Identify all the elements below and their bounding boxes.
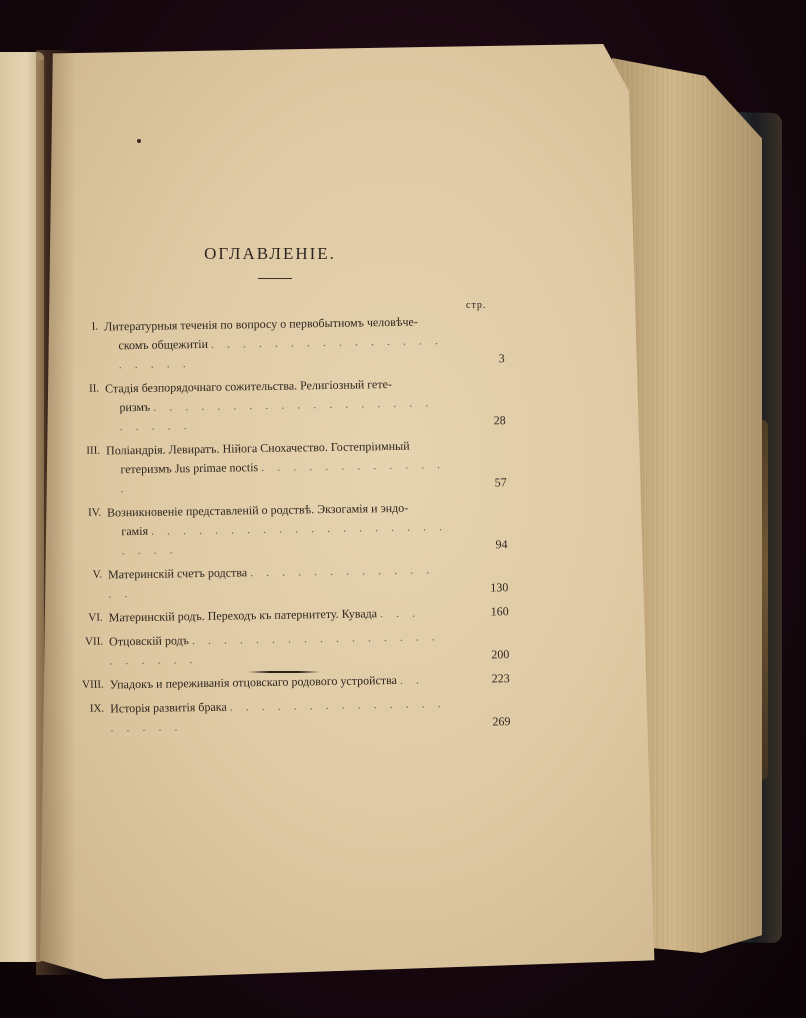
chapter-title-line1: Материнскій счетъ родства — [107, 565, 248, 582]
chapter-title — [104, 312, 445, 374]
chapter-page: 223 — [491, 671, 510, 686]
chapter-page: 130 — [490, 580, 509, 595]
toc-entry — [78, 693, 511, 738]
toc-entry — [72, 311, 505, 375]
chapter-title — [108, 560, 449, 603]
chapter-title-line2: гетеризмъ Jus primae noctis — [120, 460, 259, 477]
chapter-number: VIII. — [81, 678, 104, 691]
dot-leader: . . . . . . . . . . . . . . . . . . . . . . . — [121, 519, 448, 558]
toc-entry — [77, 602, 509, 628]
chapter-title-line1: Исторія развитія брака — [110, 699, 227, 716]
toc-entry — [77, 626, 510, 671]
chapter-number: V. — [92, 568, 103, 581]
dot-leader: . . . . . . . . . . . . . . . . . . . . . . — [109, 629, 440, 668]
chapter-title-line1: Материнскій родъ. Переходъ къ патернитету. Кувада — [108, 606, 378, 625]
chapter-page: 94 — [495, 537, 508, 552]
chapter-title — [110, 670, 450, 694]
toc-title: ОГЛАВЛЕНIЕ. — [204, 244, 336, 263]
toc-entry — [75, 497, 508, 561]
chapter-number: IX. — [89, 702, 105, 715]
chapter-number: I. — [91, 320, 99, 333]
chapter-number: VI. — [88, 611, 103, 624]
chapter-title-line1: Упадокъ и переживанія отцовскаго родового устройства — [109, 672, 398, 692]
chapter-title-line1: Возникновеніе представленій о родствѣ. Экзогамія и эндо- — [106, 500, 409, 520]
dot-leader: . . . . . . . . . . . . . . . . . . . . . . . — [119, 395, 434, 434]
chapter-page: 57 — [494, 475, 507, 490]
chapter-title — [110, 694, 451, 737]
dot-leader: . . . — [379, 605, 421, 621]
toc-entry — [76, 559, 509, 604]
dot-leader: . . . . . . . . . . . . . . . . . . . — [110, 696, 446, 735]
closing-rule — [248, 671, 320, 673]
page-column-header: стр. — [466, 300, 487, 311]
chapter-page: 160 — [490, 604, 509, 619]
chapter-page: 269 — [492, 714, 511, 729]
chapter-page: 3 — [498, 351, 505, 366]
dot-leader: . . . . . . . . . . . . . . — [108, 562, 435, 601]
toc-entry — [78, 669, 510, 695]
chapter-title-line1: Литературныя теченія по вопросу о первобытномъ человѣче- — [104, 314, 418, 334]
toc-list — [72, 311, 511, 743]
dot-leader: . . — [399, 672, 425, 687]
chapter-page: 200 — [491, 647, 510, 662]
toc-entry — [73, 373, 506, 437]
chapter-title-line1: Стадія безпорядочнаго сожительства. Религiозный гете- — [105, 376, 392, 396]
chapter-title-line2: скомъ общежитіи — [118, 336, 209, 353]
chapter-page: 28 — [493, 413, 506, 428]
chapter-number: VII. — [84, 635, 104, 648]
chapter-title — [109, 603, 449, 627]
toc-entry — [74, 435, 507, 499]
chapter-title-line2: ризмъ — [119, 399, 151, 415]
chapter-title-line1: Отцовскій родъ — [108, 633, 189, 649]
title-rule — [258, 278, 292, 279]
chapter-number: III. — [86, 444, 101, 457]
chapter-number: II. — [88, 382, 100, 395]
chapter-title — [106, 436, 447, 498]
chapter-number: IV. — [88, 506, 102, 519]
chapter-title — [107, 498, 448, 560]
dot-leader: . . . . . . . . . . . . . — [120, 457, 446, 496]
chapter-title — [109, 627, 450, 670]
chapter-title-line1: Поліандрія. Левиратъ. Нійога Снохачество. Гостепріимный — [105, 438, 410, 458]
chapter-title — [105, 374, 446, 436]
dot-leader: . . . . . . . . . . . . . . . . . . . . — [118, 333, 444, 372]
chapter-title-line2: гамія — [121, 523, 149, 539]
